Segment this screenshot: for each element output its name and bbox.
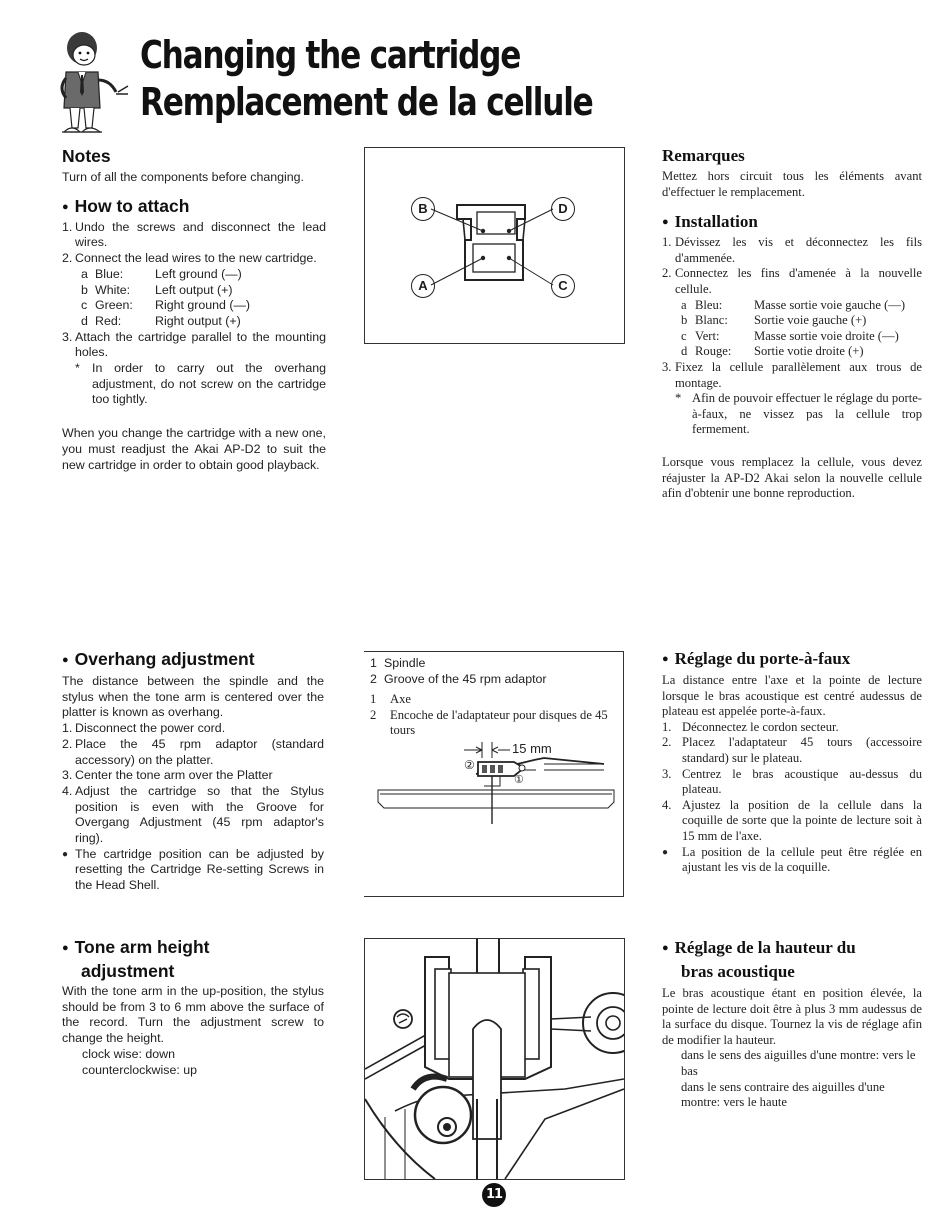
wire-row: c Vert: Masse sortie voie droite (—) <box>681 328 899 343</box>
fr-attach-steps <box>662 235 922 438</box>
list-item: 1. Undo the screws and disconnect the lead wires. <box>62 219 326 250</box>
overhang-intro: The distance between the spindle and the stylus when the tone arm is centered over the platter is known as overhang. <box>62 674 324 720</box>
overhang-steps <box>62 721 324 894</box>
fr-overhang-intro: La distance entre l'axe et la pointe de lecture lorsque le bras acoustique est centré audessus de plateau est appelée porte-à-faux. <box>662 673 922 719</box>
clockwise-text: clock wise: down <box>82 1046 175 1061</box>
list-item: 2. Connect the lead wires to the new cartridge. <box>62 251 317 266</box>
fr-clockwise-text: dans le sens des aiguilles d'une montre: vers le bas <box>681 1048 916 1078</box>
attach-heading: ● How to attach <box>62 196 326 217</box>
list-item: 2. Placez l'adaptateur 45 tours (accessoire standard) sur le plateau. <box>662 735 922 765</box>
attach-note: * In order to carry out the overhang adjustment, do not screw on the cartridge too tightly. <box>75 361 326 407</box>
fr-overhang-steps <box>662 720 922 876</box>
wire-row: d Rouge: Sortie votie droite (+) <box>681 344 864 359</box>
cartridge-label-d: D <box>551 197 575 221</box>
fr-notes-heading: Remarques <box>662 146 745 165</box>
cartridge-figure <box>364 147 625 344</box>
list-item: 2. Connectez les fins d'amenée à la nouvelle cellule. <box>662 266 922 296</box>
list-item: 1. Dévissez les vis et déconnectez les fils d'ammenée. <box>662 235 922 265</box>
dimension-label: 15 mm <box>512 741 552 756</box>
wire-row: c Green: Right ground (—) <box>81 298 251 313</box>
wire-row: d Red: Right output (+) <box>81 313 241 328</box>
height-heading: ● Tone arm height adjustment <box>62 937 324 982</box>
list-item: 1. Disconnect the power cord. <box>62 721 226 736</box>
list-item: 4. Ajustez la position de la cellule dans la coquille de sorte que la pointe de lecture soit à 15 mm de l'axe. <box>662 797 922 843</box>
fr-counterclockwise-text: dans le sens contraire des aiguilles d'une montre: vers le haute <box>681 1079 885 1110</box>
tonearm-figure <box>364 938 625 1180</box>
cartridge-label-b: B <box>411 197 435 221</box>
en-notes-section <box>62 146 326 473</box>
list-item: 3. Center the tone arm over the Platter <box>62 768 273 783</box>
list-item: 3. Fixez la cellule parallèlement aux trous de montage. <box>662 359 922 390</box>
overhang-legend-fr: 1 Axe 2 Encoche de l'adaptateur pour disques de 45 tours <box>370 692 608 738</box>
fr-readjust-text: Lorsque vous remplacez la cellule, vous devez réajuster la AP-D2 Akai selon la nouvelle cellule afin d'obtenir une bonne reproduction. <box>662 454 922 501</box>
fr-attach-note: * Afin de pouvoir effectuer le réglage du porte-à-faux, ne vissez pas la cellule trop fermement. <box>675 391 922 437</box>
list-item: ● La position de la cellule peut être réglée en ajustant les vis de la coquille. <box>662 844 922 875</box>
attach-steps <box>62 220 326 408</box>
overhang-legend-en: 1 Spindle 2 Groove of the 45 rpm adaptor <box>370 656 547 686</box>
en-height-section <box>62 937 324 1078</box>
fr-overhang-section <box>662 649 922 876</box>
notes-text: Turn of all the components before changing. <box>62 170 304 184</box>
en-overhang-section <box>62 649 324 894</box>
page-number: 11 <box>482 1183 506 1207</box>
wire-row: b Blanc: Sortie voie gauche (+) <box>681 313 867 328</box>
wire-row: a Blue: Left ground (—) <box>81 266 242 281</box>
overhang-heading: ● Overhang adjustment <box>62 649 324 670</box>
fr-notes-text: Mettez hors circuit tous les éléments avant d'effectuer le remplacement. <box>662 169 922 199</box>
wire-row: a Bleu: Masse sortie voie gauche (—) <box>681 297 906 312</box>
list-item: 3. Attach the cartridge parallel to the mounting holes. <box>62 329 326 360</box>
fr-overhang-heading: ● Réglage du porte-à-faux <box>662 649 922 669</box>
counterclockwise-text: counterclockwise: up <box>82 1062 198 1077</box>
marker-spindle: ① <box>514 774 524 786</box>
list-item: ● The cartridge position can be adjusted by resetting the Cartridge Re-setting Screws in the Head Shell. <box>62 846 324 893</box>
readjust-text: When you change the cartridge with a new one, you must readjust the Akai AP-D2 to suit the new cartridge in order to obtain good playback. <box>62 426 326 472</box>
fr-height-text: Le bras acoustique étant en position élevée, la pointe de lecture doit être à plus 3 mm audessus de la surface du disque. Tournez la vis de réglage afin de modifier la hauteur. <box>662 986 922 1047</box>
list-item: 2. Place the 45 rpm adaptor (standard accessory) on the platter. <box>62 736 324 767</box>
cartridge-label-c: C <box>551 274 575 298</box>
fr-notes-section <box>662 146 922 502</box>
fr-attach-heading: ● Installation <box>662 212 922 232</box>
list-item: 3. Centrez le bras acoustique au-dessus du plateau. <box>662 766 922 797</box>
cartridge-label-a: A <box>411 274 435 298</box>
height-text: With the tone arm in the up-position, the stylus should be from 3 to 6 mm above the surface of the record. Turn the adjustment screw to change the height. <box>62 984 324 1046</box>
page-title-french: Remplacement de la cellule <box>140 80 593 124</box>
page-title: Changing the cartridge <box>140 33 521 77</box>
marker-groove: ② <box>464 758 475 772</box>
notes-heading: Notes <box>62 146 111 166</box>
wire-row: b White: Left output (+) <box>81 282 233 297</box>
list-item: 4. Adjust the cartridge so that the Stylus position is even with the Groove for Overgang Adjustment (45 rpm adaptor's ring). <box>62 783 324 846</box>
overhang-figure <box>364 651 624 897</box>
fr-height-heading: ● Réglage de la hauteur du bras acoustique <box>662 937 922 982</box>
list-item: 1. Déconnectez le cordon secteur. <box>662 719 839 734</box>
fr-height-section <box>662 937 922 1111</box>
mascot-icon <box>58 28 130 140</box>
